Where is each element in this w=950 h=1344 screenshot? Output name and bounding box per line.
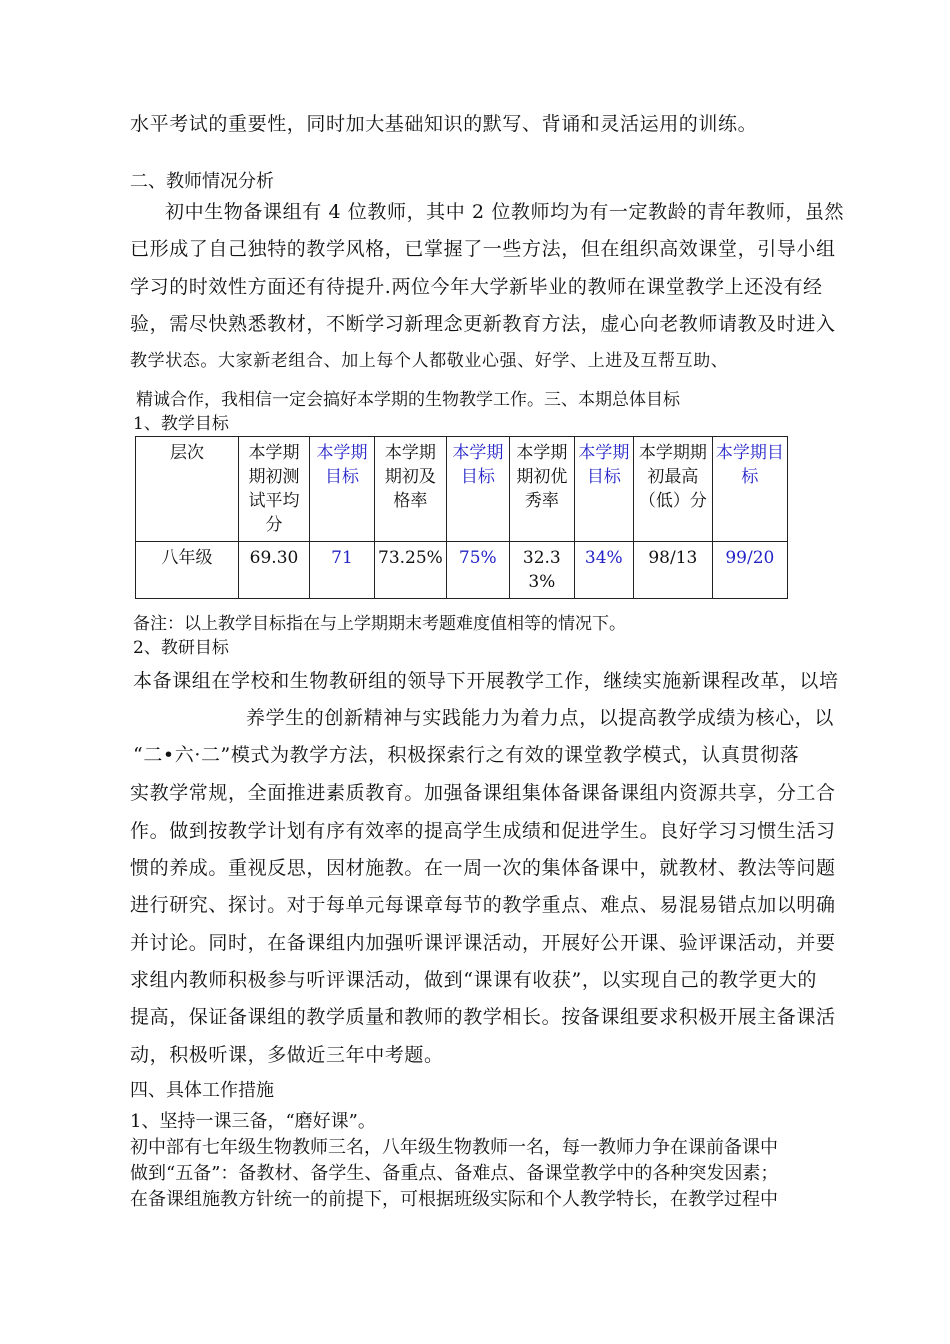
- table-header-cell: 本学期期初及格率: [375, 437, 447, 542]
- table-note: 备注：以上教学目标指在与上学期期末考题难度值相等的情况下。: [133, 614, 626, 634]
- table-cell: 73.25%: [375, 542, 447, 599]
- table-header-cell: 本学期目标: [712, 437, 787, 542]
- table-header-cell: 本学期期初最高（低）分: [633, 437, 712, 542]
- paragraph-line: 精诚合作，我相信一定会搞好本学期的生物教学工作。三、本期总体目标: [136, 390, 680, 410]
- table-header-cell: 本学期目标: [446, 437, 509, 542]
- table-cell: 98/13: [633, 542, 712, 599]
- paragraph-line: 本备课组在学校和生物教研组的领导下开展教学工作，继续实施新课程改革，以培: [133, 670, 839, 692]
- table-cell: 99/20: [712, 542, 787, 599]
- paragraph-line: 进行研究、探讨。对于每单元每课章每节的教学重点、难点、易混易错点加以明确: [130, 894, 836, 916]
- paragraph-line: 作。做到按教学计划有序有效率的提高学生成绩和促进学生。良好学习习惯生活习: [130, 820, 836, 842]
- table-header-cell: 本学期目标: [574, 437, 633, 542]
- table-row: [136, 542, 788, 599]
- paragraph-line: 提高，保证备课组的教学质量和教师的教学相长。按备课组要求积极开展主备课活: [130, 1006, 836, 1028]
- table-header-cell: 本学期目标: [310, 437, 375, 542]
- table-cell: 34%: [574, 542, 633, 599]
- table-header-cell: 本学期期初优秀率: [509, 437, 574, 542]
- teaching-goals-table: [135, 436, 788, 599]
- table-cell: 75%: [446, 542, 509, 599]
- paragraph-line: 初中部有七年级生物教师三名，八年级生物教师一名，每一教师力争在课前备课中: [130, 1137, 778, 1158]
- paragraph-line: 求组内教师积极参与听评课活动，做到“课课有收获”，以实现自己的教学更大的: [130, 969, 818, 991]
- section-heading-teachers: 二、教师情况分析: [130, 171, 274, 192]
- subheading-measure-1: 1、坚持一课三备，“磨好课”。: [130, 1111, 376, 1132]
- paragraph-line: 并讨论。同时，在备课组内加强听课评课活动，开展好公开课、验评课活动，并要: [130, 932, 836, 954]
- subheading-research-goals: 2、教研目标: [133, 638, 229, 658]
- paragraph-line: 养学生的创新精神与实践能力为着力点，以提高教学成绩为核心，以: [246, 707, 835, 729]
- table-header-cell: 层次: [136, 437, 239, 542]
- paragraph-line: 教学状态。大家新老组合、加上每个人都敬业心强、好学、上进及互帮互助、: [130, 351, 729, 371]
- subheading-teaching-goals: 1、教学目标: [133, 414, 229, 434]
- paragraph-line: 动，积极听课，多做近三年中考题。: [130, 1044, 444, 1066]
- paragraph-line: 已形成了自己独特的教学风格，已掌握了一些方法，但在组织高效课堂，引导小组: [130, 238, 836, 260]
- table-cell: 71: [310, 542, 375, 599]
- paragraph-line: “二•六·二”模式为教学方法，积极探索行之有效的课堂教学模式，认真贯彻落: [133, 744, 800, 766]
- paragraph-line: 惯的养成。重视反思，因材施教。在一周一次的集体备课中，就教材、教法等问题: [130, 857, 836, 879]
- table-header-cell: 本学期期初测试平均分: [239, 437, 310, 542]
- table-cell-grade: 八年级: [136, 542, 239, 599]
- paragraph-line: 水平考试的重要性，同时加大基础知识的默写、背诵和灵活运用的训练。: [130, 113, 758, 135]
- paragraph-line: 在备课组施教方针统一的前提下，可根据班级实际和个人教学特长，在教学过程中: [130, 1189, 778, 1210]
- table-cell: 32.33%: [509, 542, 574, 599]
- paragraph-line: 学习的时效性方面还有待提升.两位今年大学新毕业的教师在课堂教学上还没有经: [130, 276, 823, 298]
- table-cell: 69.30: [239, 542, 310, 599]
- paragraph-line: 做到“五备”：备教材、备学生、备重点、备难点、备课堂教学中的各种突发因素；: [130, 1163, 779, 1184]
- paragraph-line: 实教学常规，全面推进素质教育。加强备课组集体备课备课组内资源共享，分工合: [130, 782, 836, 804]
- section-heading-measures: 四、具体工作措施: [130, 1080, 274, 1101]
- table-header-row: [136, 437, 788, 542]
- paragraph-line: 初中生物备课组有 4 位教师，其中 2 位教师均为有一定教龄的青年教师，虽然: [165, 201, 845, 223]
- paragraph-line: 验，需尽快熟悉教材，不断学习新理念更新教育方法，虚心向老教师请教及时进入: [130, 313, 836, 335]
